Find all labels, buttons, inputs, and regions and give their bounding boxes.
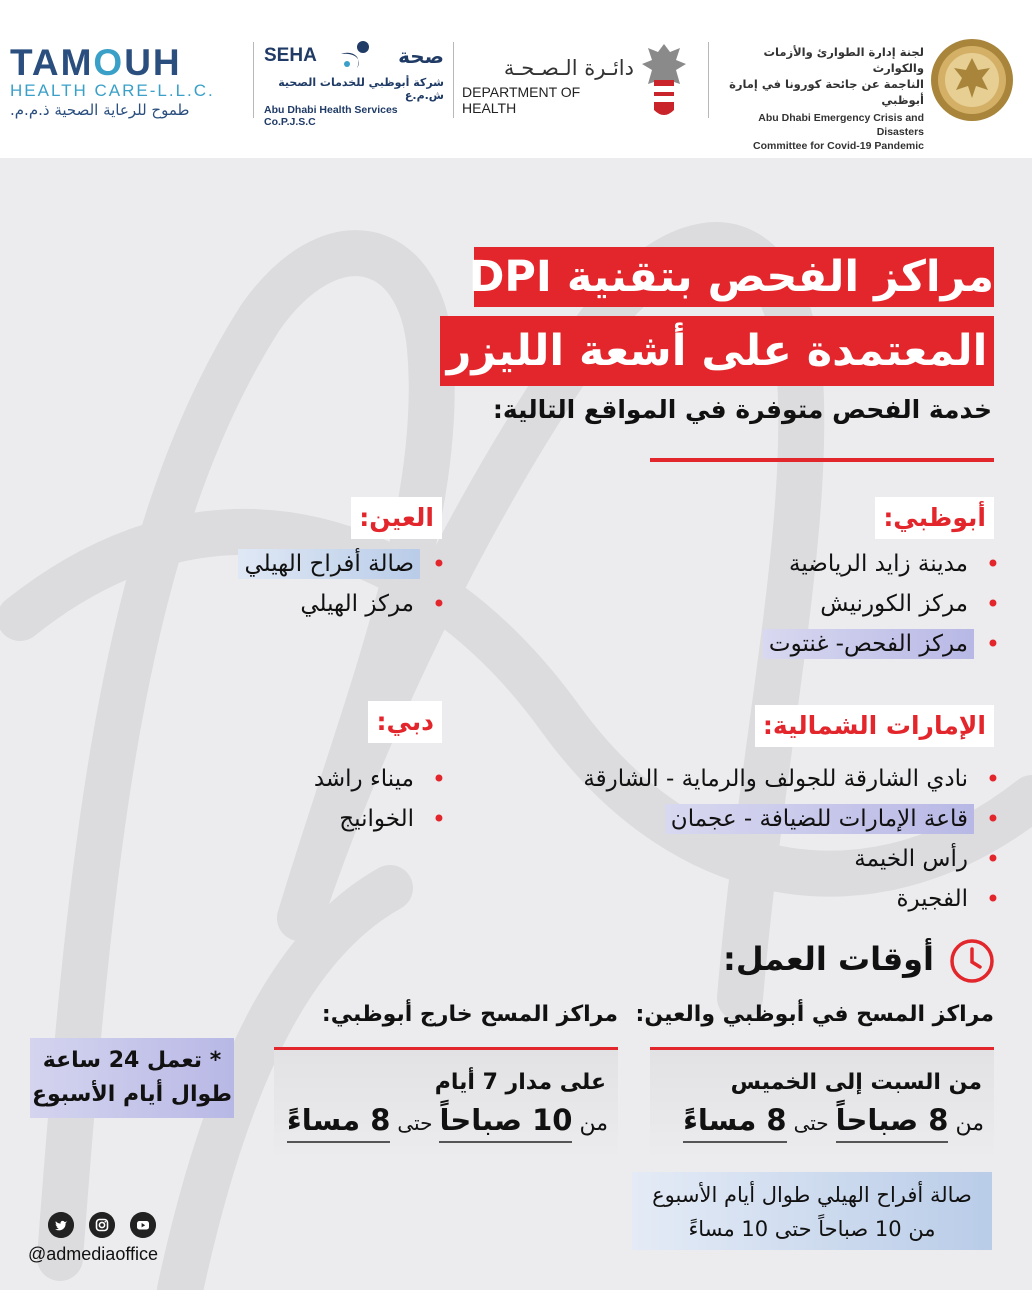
title-line-2: المعتمدة على أشعة الليزر	[440, 316, 994, 386]
location-name: مدينة زايد الرياضية	[789, 551, 968, 577]
main-panel	[0, 158, 1032, 1290]
to-word: حتى	[397, 1111, 433, 1135]
region-label-al-ain: العين:	[351, 497, 442, 539]
schedule-outside-abu-dhabi	[274, 1050, 618, 1162]
falcon-emblem-icon	[640, 40, 688, 122]
region-label-dubai: دبي:	[368, 701, 442, 743]
tamouh-arabic-name: طموح للرعاية الصحية ذ.م.م.	[10, 101, 190, 119]
seha-company-ar: شركة أبوظبي للخدمات الصحية ش.م.ع	[278, 76, 444, 102]
crisis-committee-logo	[716, 44, 924, 153]
to-time: 8 مساءً	[683, 1103, 786, 1143]
tamouh-heart-letter: O	[93, 42, 125, 83]
working-hours-title: أوقات العمل:	[723, 940, 934, 978]
location-name: رأس الخيمة	[854, 846, 968, 872]
title-line-1: مراكز الفحص بتقنية DPI	[474, 247, 994, 307]
bullet: •	[985, 765, 1000, 793]
from-time: 8 صباحاً	[836, 1103, 949, 1143]
bullet: •	[431, 765, 446, 793]
social-icons	[48, 1212, 156, 1238]
from-word: من	[955, 1111, 984, 1136]
abu-dhabi-location-list	[763, 544, 1000, 664]
note-line-2: طوال أيام الأسبوع	[31, 1082, 232, 1107]
list-item	[577, 759, 1000, 799]
bullet: •	[431, 550, 446, 578]
list-item	[238, 544, 446, 584]
from-time: 10 صباحاً	[439, 1103, 572, 1143]
doh-name-en: DEPARTMENT OF HEALTH	[462, 84, 581, 116]
hours-heading-abu-dhabi-al-ain: مراكز المسح في أبوظبي والعين:	[635, 1002, 994, 1027]
social-handle[interactable]: @admediaoffice	[28, 1244, 159, 1264]
location-name: ميناء راشد	[313, 766, 414, 792]
location-name: الفجيرة	[896, 886, 968, 912]
clock-icon	[948, 937, 996, 985]
dubai-location-list	[308, 759, 446, 839]
youtube-icon[interactable]	[130, 1212, 156, 1238]
alhili-note-line-2: من 10 صباحاً حتى 10 مساءً	[688, 1217, 936, 1241]
crisis-committee-en-line2: Committee for Covid-19 Pandemic	[753, 140, 924, 152]
northern-emirates-location-list	[577, 759, 1000, 919]
list-item	[308, 799, 446, 839]
schedule-days: من السبت إلى الخميس	[730, 1070, 982, 1095]
crisis-committee-ar-line1: لجنة إدارة الطوارئ والأزمات والكوارث	[763, 45, 924, 75]
location-name: الخوانيج	[339, 806, 414, 832]
logo-header	[0, 0, 1032, 158]
to-word: حتى	[793, 1111, 829, 1135]
logo-divider	[453, 42, 454, 118]
location-name-highlighted: قاعة الإمارات للضيافة - عجمان	[665, 804, 974, 834]
tamouh-logo	[10, 44, 245, 120]
list-item	[577, 879, 1000, 919]
location-name-highlighted: صالة أفراح الهيلي	[238, 549, 420, 579]
alhili-note-line-1: صالة أفراح الهيلي طوال أيام الأسبوع	[652, 1183, 972, 1207]
crisis-committee-ar-line2: الناجمة عن جائحة كورونا في إمارة أبوظبي	[729, 77, 924, 107]
tamouh-wordmark-suffix: UH	[124, 42, 182, 83]
doh-name-ar: دائـرة الـصـحـة	[503, 56, 634, 80]
list-item	[238, 584, 446, 624]
location-name: نادي الشارقة للجولف والرماية - الشارقة	[583, 766, 968, 792]
bullet: •	[985, 590, 1000, 618]
bullet: •	[985, 550, 1000, 578]
tamouh-wordmark-prefix: TAM	[10, 42, 94, 83]
list-item	[763, 584, 1000, 624]
note-line-1: * تعمل 24 ساعة	[42, 1048, 222, 1073]
to-time: 8 مساءً	[287, 1103, 390, 1143]
seha-company-en: Abu Dhabi Health Services Co.P.J.S.C	[264, 104, 398, 128]
list-item	[308, 759, 446, 799]
from-word: من	[579, 1111, 608, 1136]
region-label-northern-emirates: الإمارات الشمالية:	[755, 705, 994, 747]
schedule-time-range	[274, 1103, 618, 1137]
logo-divider	[253, 42, 254, 118]
bullet: •	[985, 845, 1000, 873]
open-24-hours-note	[30, 1038, 234, 1118]
list-item	[763, 544, 1000, 584]
list-item	[577, 799, 1000, 839]
bullet: •	[985, 630, 1000, 658]
gold-seal-icon	[930, 38, 1014, 122]
seha-symbol-icon	[337, 40, 377, 72]
location-name: مركز الهيلي	[300, 591, 414, 617]
tamouh-subtitle: HEALTH CARE-L.L.C.	[10, 81, 215, 100]
bullet: •	[985, 805, 1000, 833]
location-name-highlighted: مركز الفحص- غنتوت	[763, 629, 974, 659]
doh-logo	[462, 56, 634, 116]
seha-name-ar: صحة	[398, 44, 444, 68]
list-item	[577, 839, 1000, 879]
location-name: مركز الكورنيش	[820, 591, 968, 617]
subtitle: خدمة الفحص متوفرة في المواقع التالية:	[492, 395, 992, 424]
schedule-days: على مدار 7 أيام	[434, 1070, 606, 1095]
bullet: •	[431, 805, 446, 833]
schedule-abu-dhabi-al-ain	[650, 1050, 994, 1162]
instagram-icon[interactable]	[89, 1212, 115, 1238]
al-ain-location-list	[238, 544, 446, 624]
twitter-icon[interactable]	[48, 1212, 74, 1238]
crisis-committee-en-line1: Abu Dhabi Emergency Crisis and Disasters	[758, 112, 924, 138]
bullet: •	[985, 885, 1000, 913]
logo-divider	[708, 42, 709, 118]
seha-logo	[264, 40, 444, 128]
alhili-hall-hours-note	[632, 1172, 992, 1250]
tamouh-wordmark	[10, 44, 245, 82]
schedule-time-range	[650, 1103, 994, 1137]
hours-heading-outside-abu-dhabi: مراكز المسح خارج أبوظبي:	[321, 1002, 618, 1027]
region-label-abu-dhabi: أبوظبي:	[875, 497, 994, 539]
list-item	[763, 624, 1000, 664]
bullet: •	[431, 590, 446, 618]
subtitle-underline	[650, 458, 994, 462]
seha-name-en: SEHA	[264, 45, 317, 66]
